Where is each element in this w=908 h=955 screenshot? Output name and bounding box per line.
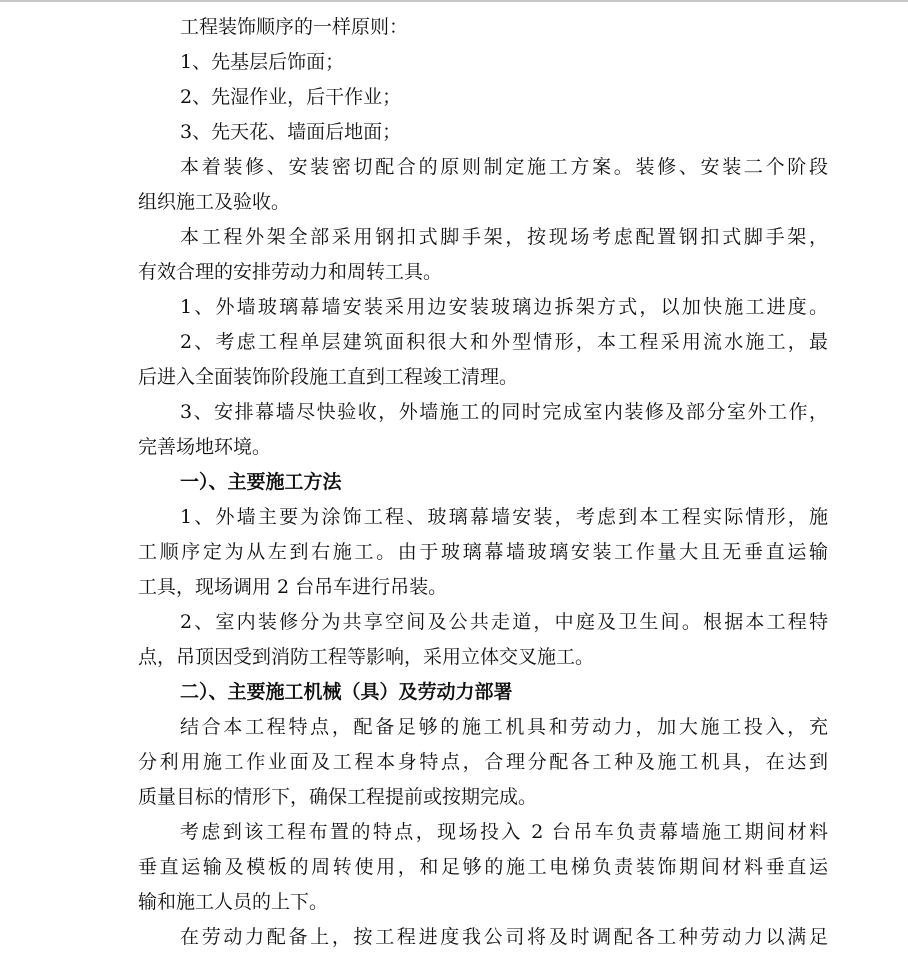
text-line: 工顺序定为从左到右施工。由于玻璃幕墙玻璃安装工作量大且无垂直运输 [138, 541, 828, 563]
text-line: 3、安排幕墙尽快验收，外墙施工的同时完成室内装修及部分室外工作， [180, 401, 828, 423]
text-line: 后进入全面装饰阶段施工直到工程竣工清理。 [138, 366, 519, 388]
text-line: 1、先基层后饰面； [180, 51, 345, 73]
text-line: 输和施工人员的上下。 [138, 891, 329, 913]
text-line: 3、先天花、墙面后地面； [180, 121, 402, 143]
text-line: 质量目标的情形下，确保工程提前或按期完成。 [138, 786, 538, 808]
text-line: 垂直运输及模板的周转使用，和足够的施工电梯负责装饰期间材料垂直运 [138, 856, 828, 878]
text-line: 2、先湿作业，后干作业； [180, 86, 402, 108]
text-line: 有效合理的安排劳动力和周转工具。 [138, 261, 443, 283]
text-line: 考虑到该工程布置的特点，现场投入 2 台吊车负责幕墙施工期间材料 [180, 821, 828, 843]
text-line: 1、外墙主要为涂饰工程、玻璃幕墙安装，考虑到本工程实际情形，施 [180, 506, 828, 528]
page-top-border [0, 0, 908, 2]
text-line: 1、外墙玻璃幕墙安装采用边安装玻璃边拆架方式，以加快施工进度。 [180, 296, 828, 318]
text-line: 结合本工程特点，配备足够的施工机具和劳动力，加大施工投入，充 [180, 716, 828, 738]
section-heading: 二）、主要施工机械（具）及劳动力部署 [180, 681, 513, 703]
text-line: 工具，现场调用 2 台吊车进行吊装。 [138, 576, 448, 598]
text-line: 完善场地环境。 [138, 436, 272, 458]
section-heading: 一）、主要施工方法 [180, 471, 342, 493]
text-line: 点，吊顶因受到消防工程等影响，采用立体交叉施工。 [138, 646, 595, 668]
text-line: 本着装修、安装密切配合的原则制定施工方案。装修、安装二个阶段 [180, 156, 828, 178]
text-line: 2、室内装修分为共享空间及公共走道，中庭及卫生间。根据本工程特 [180, 611, 828, 633]
text-line: 在劳动力配备上，按工程进度我公司将及时调配各工种劳动力以满足 [180, 926, 828, 948]
text-line: 工程装饰顺序的一样原则： [180, 16, 409, 38]
text-line: 分利用施工作业面及工程本身特点，合理分配各工种及施工机具，在达到 [138, 751, 828, 773]
text-line: 2、考虑工程单层建筑面积很大和外型情形，本工程采用流水施工，最 [180, 331, 828, 353]
text-line: 组织施工及验收。 [138, 191, 291, 213]
text-line: 本工程外架全部采用钢扣式脚手架，按现场考虑配置钢扣式脚手架， [180, 226, 828, 248]
document-page [138, 10, 828, 955]
